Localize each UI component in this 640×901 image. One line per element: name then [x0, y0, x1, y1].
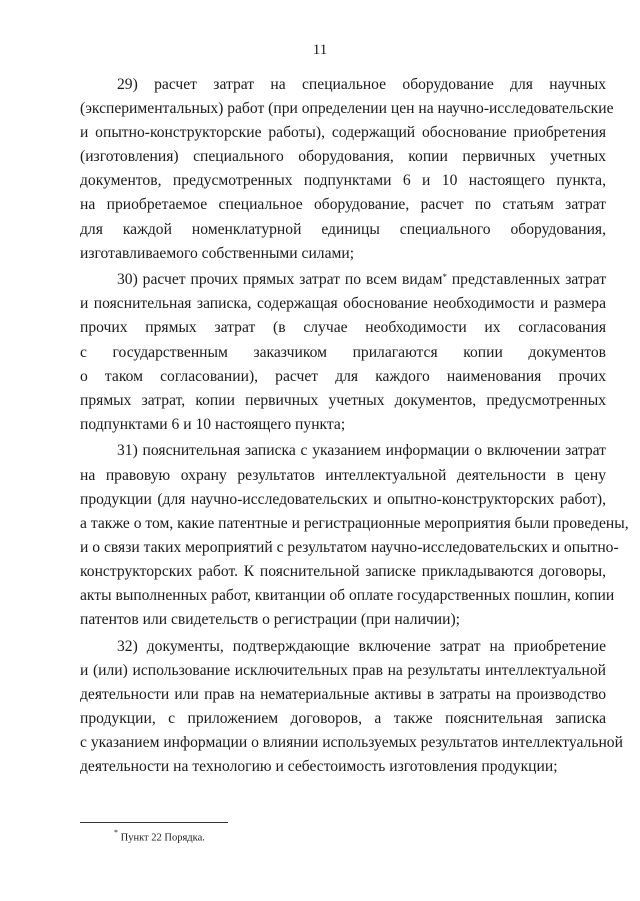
footnote-reference: * — [442, 272, 447, 283]
text-line: для каждой номенклатурной единицы специального оборудования, — [80, 220, 606, 238]
text-line: изготавливаемого собственными силами; — [80, 244, 355, 262]
text-line: и (или) использование исключительных прав на результаты интеллектуальной — [80, 661, 606, 679]
text-line: на приобретаемое специальное оборудование, расчет по статьям затрат — [80, 196, 606, 214]
footnote-divider — [80, 822, 228, 823]
text-line: 31) пояснительная записка с указанием информации о включении затрат — [117, 442, 606, 460]
text-line: продукции (для научно-исследовательских и опытно-конструкторских работ), — [80, 490, 606, 508]
text-line: подпунктами 6 и 10 настоящего пункта; — [80, 415, 346, 433]
page-number: 11 — [312, 42, 328, 58]
text-line: прочих прямых затрат (в случае необходимости их согласования — [80, 319, 606, 337]
text-line: о таком согласовании), расчет для каждого наименования прочих — [80, 367, 606, 385]
text-line: деятельности на технологию и себестоимость изготовления продукции; — [80, 758, 558, 776]
text-line: а также о том, какие патентные и регистрационные мероприятия были проведены, — [80, 514, 629, 532]
text-line: (экспериментальных) работ (при определении цен на научно-исследовательские — [80, 100, 614, 118]
list-item-31 — [80, 439, 629, 632]
list-item-29 — [80, 73, 614, 266]
text-line: продукции, с приложением договоров, а также пояснительная записка — [80, 709, 606, 727]
text-line: 29) расчет затрат на специальное оборудование для научных — [117, 76, 606, 93]
text-line: с указанием информации о влиянии используемых результатов интеллектуальной — [80, 734, 623, 752]
text-line: (изготовления) специального оборудования, копии первичных учетных — [80, 148, 606, 166]
document-body — [80, 73, 629, 782]
text-line: акты выполненных работ, квитанции об оплате государственных пошлин, копии — [80, 586, 615, 604]
text-line: и о связи таких мероприятий с результатом научно-исследовательских и опытно- — [80, 538, 619, 556]
text-segment: 30) расчет прочих прямых затрат по всем видам — [117, 271, 443, 289]
text-line: на правовую охрану результатов интеллектуальной деятельности в цену — [80, 466, 606, 484]
footnote — [114, 829, 205, 844]
text-line: 32) документы, подтверждающие включение затрат на приобретение — [117, 637, 606, 655]
text-line: патентов или свидетельств о регистрации (при наличии); — [80, 611, 460, 629]
text-line: с государственным заказчиком прилагаются копии документов — [80, 343, 606, 361]
text-line: конструкторских работ. К пояснительной записке прикладываются договоры, — [80, 562, 606, 580]
text-line — [80, 268, 606, 292]
list-item-32 — [80, 635, 623, 780]
footnote-mark: * — [114, 828, 118, 837]
footnote-text: Пункт 22 Порядка. — [118, 832, 205, 844]
text-line: документов, предусмотренных подпунктами 6 и 10 настоящего пункта, — [80, 172, 606, 190]
list-item-30 — [80, 268, 606, 437]
text-segment: представленных затрат — [446, 271, 607, 289]
text-line: и пояснительная записка, содержащая обоснование необходимости и размера — [80, 295, 606, 313]
text-line: деятельности или прав на нематериальные активы в затраты на производство — [80, 685, 606, 703]
text-line: и опытно-конструкторские работы), содержащий обоснование приобретения — [80, 124, 606, 142]
text-line: прямых затрат, копии первичных учетных документов, предусмотренных — [80, 391, 606, 409]
